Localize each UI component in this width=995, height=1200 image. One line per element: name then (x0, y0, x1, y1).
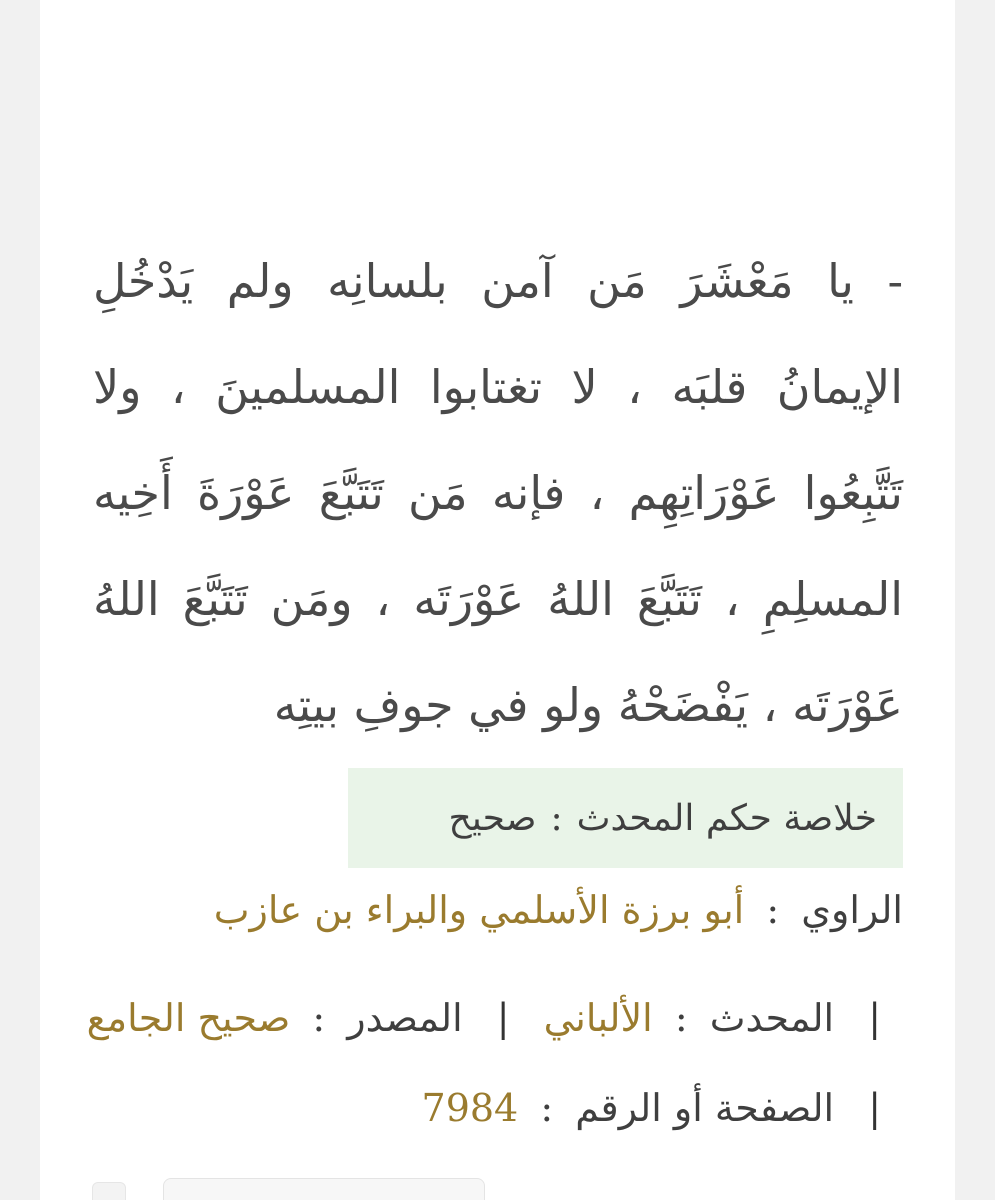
narrator-separator: : (766, 888, 780, 932)
hadith-text: - يا مَعْشَرَ مَن آمن بلسانِه ولم يَدْخُلِ الإيمانُ قلبَه ، لا تغتابوا المسلمينَ ، ولا تَتَّبِعُوا عَوْرَاتِهِم ، فإنه مَن تَتَبَّعَ عَوْرَةَ أَخِيه المسلِمِ ، تَتَبَّعَ اللهُ عَوْرَتَه ، ومَن تَتَبَّعَ اللهُ عَوْرَتَه ، يَفْضَحْهُ ولو في جوفِ بيتِه (93, 254, 903, 732)
divider-before-page: | (868, 1086, 881, 1130)
narrator-label: الراوي (801, 888, 903, 932)
scholar-separator: : (674, 996, 688, 1040)
page-number-value: 7984 (421, 1086, 519, 1130)
verdict-separator: : (550, 797, 563, 839)
divider-before-source: | (496, 996, 510, 1040)
scholar-value[interactable]: الألباني (543, 996, 653, 1040)
action-chip[interactable] (163, 1178, 485, 1200)
divider-before-scholar: | (868, 996, 881, 1040)
page-number-row (93, 1086, 903, 1130)
small-action-chip[interactable] (92, 1182, 126, 1200)
narrator-value[interactable]: أبو برزة الأسلمي والبراء بن عازب (213, 888, 745, 932)
source-value[interactable]: صحيح الجامع (86, 996, 291, 1040)
narrator-row (93, 888, 903, 932)
verdict-value: صحيح (448, 797, 537, 839)
source-separator: : (312, 996, 326, 1040)
hadith-card (40, 0, 955, 1200)
page-number-separator: : (540, 1086, 554, 1130)
verdict-label: خلاصة حكم المحدث (576, 797, 877, 839)
page-number-label: الصفحة أو الرقم (575, 1086, 835, 1130)
scholar-source-row (86, 996, 903, 1040)
scholar-label: المحدث (709, 996, 835, 1040)
verdict-box (348, 768, 903, 868)
source-label: المصدر (347, 996, 463, 1040)
